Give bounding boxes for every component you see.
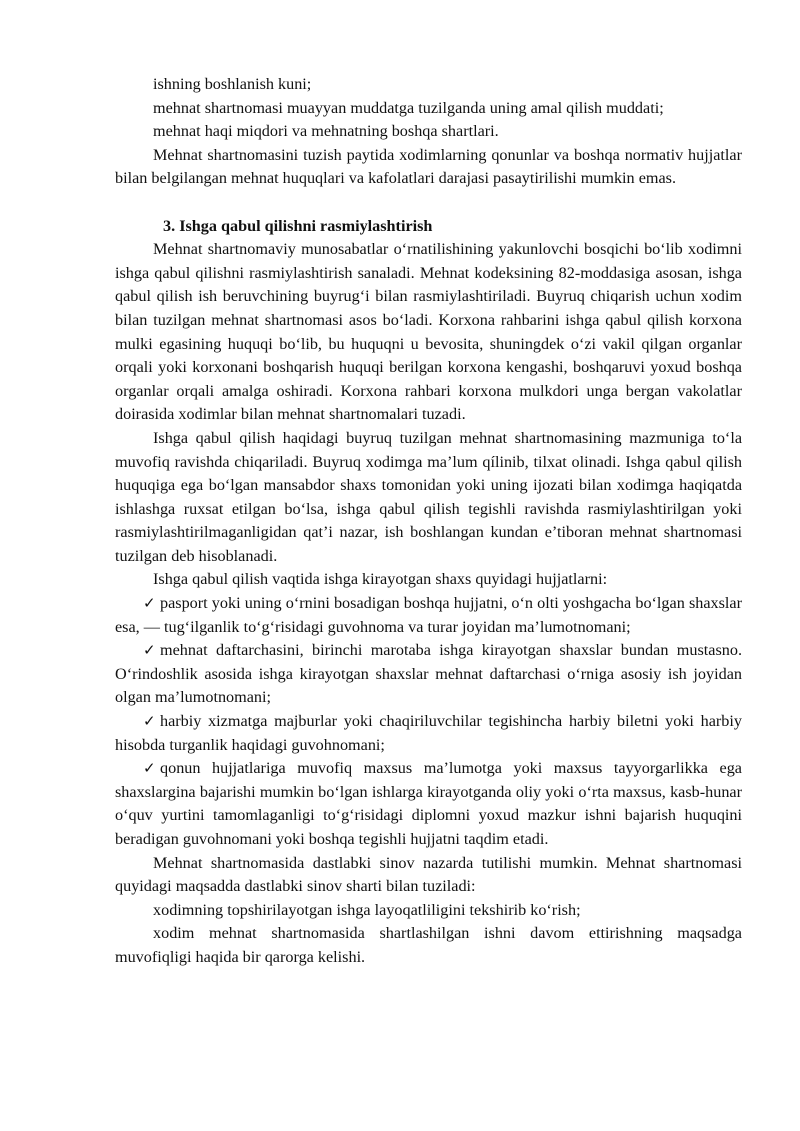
intro-paragraph-1: ishning boshlanish kuni; xyxy=(153,75,312,93)
document-page xyxy=(115,73,742,970)
section-paragraph-2: Ishga qabul qilish haqidagi buyruq tuzilgan mehnat shartnomasining mazmuniga to‘la muvofiq ravishda chiqariladi. Buyruq xodimga ma’lum qílinib, tilxat olinadi. Ishga qabul qilish huquqiga ega bo‘lgan mansabdor shaxs tomonidan yoki uning ijozati bilan xodimga haqiqatda ishlashga ruxsat etilgan bo‘lsa, ishga qabul qilish tegishli ravishda rasmiylashtirilgan yoki rasmiylashtirilmaganligidan qat’i nazar, ish boshlangan kundan e’tiboran mehnat shartnomasi tuzilgan deb hisoblanadi. xyxy=(115,428,742,565)
section-heading: 3. Ishga qabul qilishni rasmiylashtirish xyxy=(163,216,433,235)
checklist-item-text: qonun hujjatlariga muvofiq maxsus ma’lumotga yoki maxsus tayyorgarlikka ega shaxslargina bajarishi mumkin bo‘lgan ishlarga kirayotganda oliy yoki o‘rta maxsus, kasb-hunar o‘quv yurtini tamomlaganligi to‘g‘risidagi diplomni yoxud mazkur ishni bajarish huquqini beradigan guvohnomani yoki boshqa tegishli hujjatni taqdim etadi. xyxy=(115,759,742,848)
checkmark-icon: ✓ xyxy=(143,641,156,660)
closing-paragraph-3: xodim mehnat shartnomasida shartlashilgan ishni davom ettirishning maqsadga muvofiqligi haqida bir qarorga kelishi. xyxy=(115,924,742,966)
intro-paragraph-3: mehnat haqi miqdori va mehnatning boshqa shartlari. xyxy=(153,122,499,141)
checklist-item-text: mehnat daftarchasini, birinchi marotaba ishga kirayotgan shaxslar bundan mustasno. O‘rindoshlik asosida ishga kirayotgan shaxslar mehnat daftarchasi o‘rniga asosiy ish joyidan olgan ma’lumotnomani; xyxy=(115,641,742,707)
intro-paragraph-2: mehnat shartnomasi muayyan muddatga tuzilganda uning amal qilish muddati; xyxy=(153,98,664,117)
section-paragraph-3: Ishga qabul qilish vaqtida ishga kirayotgan shaxs quyidagi hujjatlarni: xyxy=(153,570,608,589)
checklist-item xyxy=(115,592,742,639)
checklist-item-text: harbiy xizmatga majburlar yoki chaqiriluvchilar tegishincha harbiy biletni yoki harbiy hisobda turganlik haqidagi guvohnomani; xyxy=(115,712,742,754)
closing-paragraph-2: xodimning topshirilayotgan ishga layoqatliligini tekshirib ko‘rish; xyxy=(153,900,581,919)
checklist-item-text: pasport yoki uning o‘rnini bosadigan boshqa hujjatni, o‘n olti yoshgacha bo‘lgan shaxslar esa, — tug‘ilganlik to‘g‘risidagi guvohnoma va turar joyidan ma’lumotnomani; xyxy=(115,594,742,636)
closing-paragraph-1: Mehnat shartnomasida dastlabki sinov nazarda tutilishi mumkin. Mehnat shartnomasi quyidagi maqsadda dastlabki sinov sharti bilan tuziladi: xyxy=(115,853,742,896)
section-spacer xyxy=(115,191,742,215)
checklist-item xyxy=(115,757,742,851)
checkmark-icon: ✓ xyxy=(143,594,156,613)
checkmark-icon: ✓ xyxy=(143,759,156,778)
checkmark-icon: ✓ xyxy=(143,712,156,731)
checklist-item xyxy=(115,639,742,710)
intro-paragraph-4: Mehnat shartnomasini tuzish paytida xodimlarning qonunlar va boshqa normativ hujjatlar bilan belgilangan mehnat huquqlari va kafolatlari darajasi pasaytirilishi mumkin emas. xyxy=(115,145,742,188)
checklist-item xyxy=(115,710,742,757)
section-paragraph-1: Mehnat shartnomaviy munosabatlar o‘rnatilishining yakunlovchi bosqichi bo‘lib xodimni ishga qabul qilishni rasmiylashtirish sanaladi. Mehnat kodeksining 82-moddasiga asosan, ishga qabul qilish ish beruvchining buyrug‘i bilan rasmiylashtiriladi. Buyruq chiqarish uchun xodim bilan tuzilgan mehnat shartnomasi asos bo‘ladi. Korxona rahbarini ishga qabul qilish korxona mulki egasining huquqi bo‘lib, bu huquqni u bevosita, shuningdek o‘zi vakil qilgan organlar orqali yoki korxonani boshqarish huquqi berilgan korxona kengashi, boshqaruvi yoxud boshqa organlar orqali amalga oshiradi. Korxona rahbari korxona mulkdori unga bergan vakolatlar doirasida xodimlar bilan mehnat shartnomalari tuzadi. xyxy=(115,240,742,424)
